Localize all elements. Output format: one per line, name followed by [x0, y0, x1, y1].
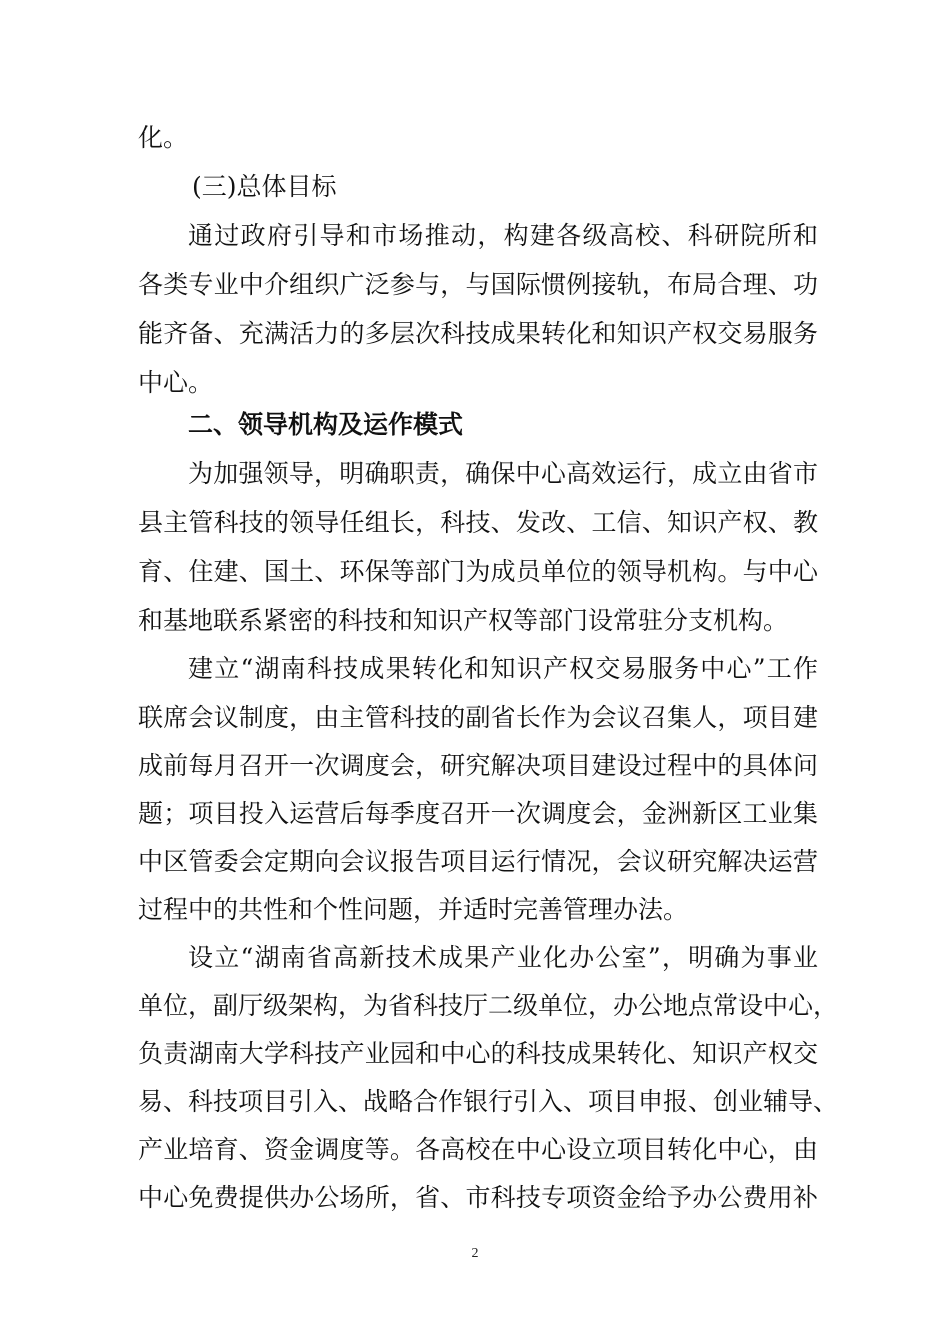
text-line: 和基地联系紧密的科技和知识产权等部门设常驻分支机构。: [138, 606, 789, 635]
text-line: 中区管委会定期向会议报告项目运行情况，会议研究解决运营: [138, 847, 818, 876]
text-line: 负责湖南大学科技产业园和中心的科技成果转化、知识产权交: [138, 1039, 818, 1068]
text-line: 产业培育、资金调度等。各高校在中心设立项目转化中心，由: [138, 1135, 818, 1164]
section-heading: 二、领导机构及运作模式: [188, 410, 464, 439]
text-line: 通过政府引导和市场推动，构建各级高校、科研院所和: [188, 221, 818, 250]
text-line: 过程中的共性和个性问题，并适时完善管理办法。: [138, 895, 689, 924]
text-line: 单位，副厅级架构，为省科技厅二级单位，办公地点常设中心，: [138, 991, 839, 1020]
text-line: 县主管科技的领导任组长，科技、发改、工信、知识产权、教: [138, 508, 818, 537]
section-subheading: (三)总体目标: [192, 172, 337, 201]
text-line: 为加强领导，明确职责，确保中心高效运行，成立由省市: [188, 459, 818, 488]
text-line: 题；项目投入运营后每季度召开一次调度会，金洲新区工业集: [138, 799, 818, 828]
text-line: 化。: [138, 123, 189, 152]
text-line: 成前每月召开一次调度会，研究解决项目建设过程中的具体问: [138, 751, 818, 780]
text-line: 能齐备、充满活力的多层次科技成果转化和知识产权交易服务: [138, 319, 818, 348]
text-line: 中心。: [138, 368, 214, 397]
text-line: 联席会议制度，由主管科技的副省长作为会议召集人，项目建: [138, 703, 818, 732]
text-line: 设立“湖南省高新技术成果产业化办公室”，明确为事业: [188, 943, 818, 972]
text-line: 各类专业中介组织广泛参与，与国际惯例接轨，布局合理、功: [138, 270, 818, 299]
text-line: 易、科技项目引入、战略合作银行引入、项目申报、创业辅导、: [138, 1087, 839, 1116]
text-line: 中心免费提供办公场所，省、市科技专项资金给予办公费用补: [138, 1183, 818, 1212]
page-number: 2: [471, 1246, 479, 1261]
text-line: 育、住建、国土、环保等部门为成员单位的领导机构。与中心: [138, 557, 818, 586]
text-line: 建立“湖南科技成果转化和知识产权交易服务中心”工作: [188, 654, 818, 683]
